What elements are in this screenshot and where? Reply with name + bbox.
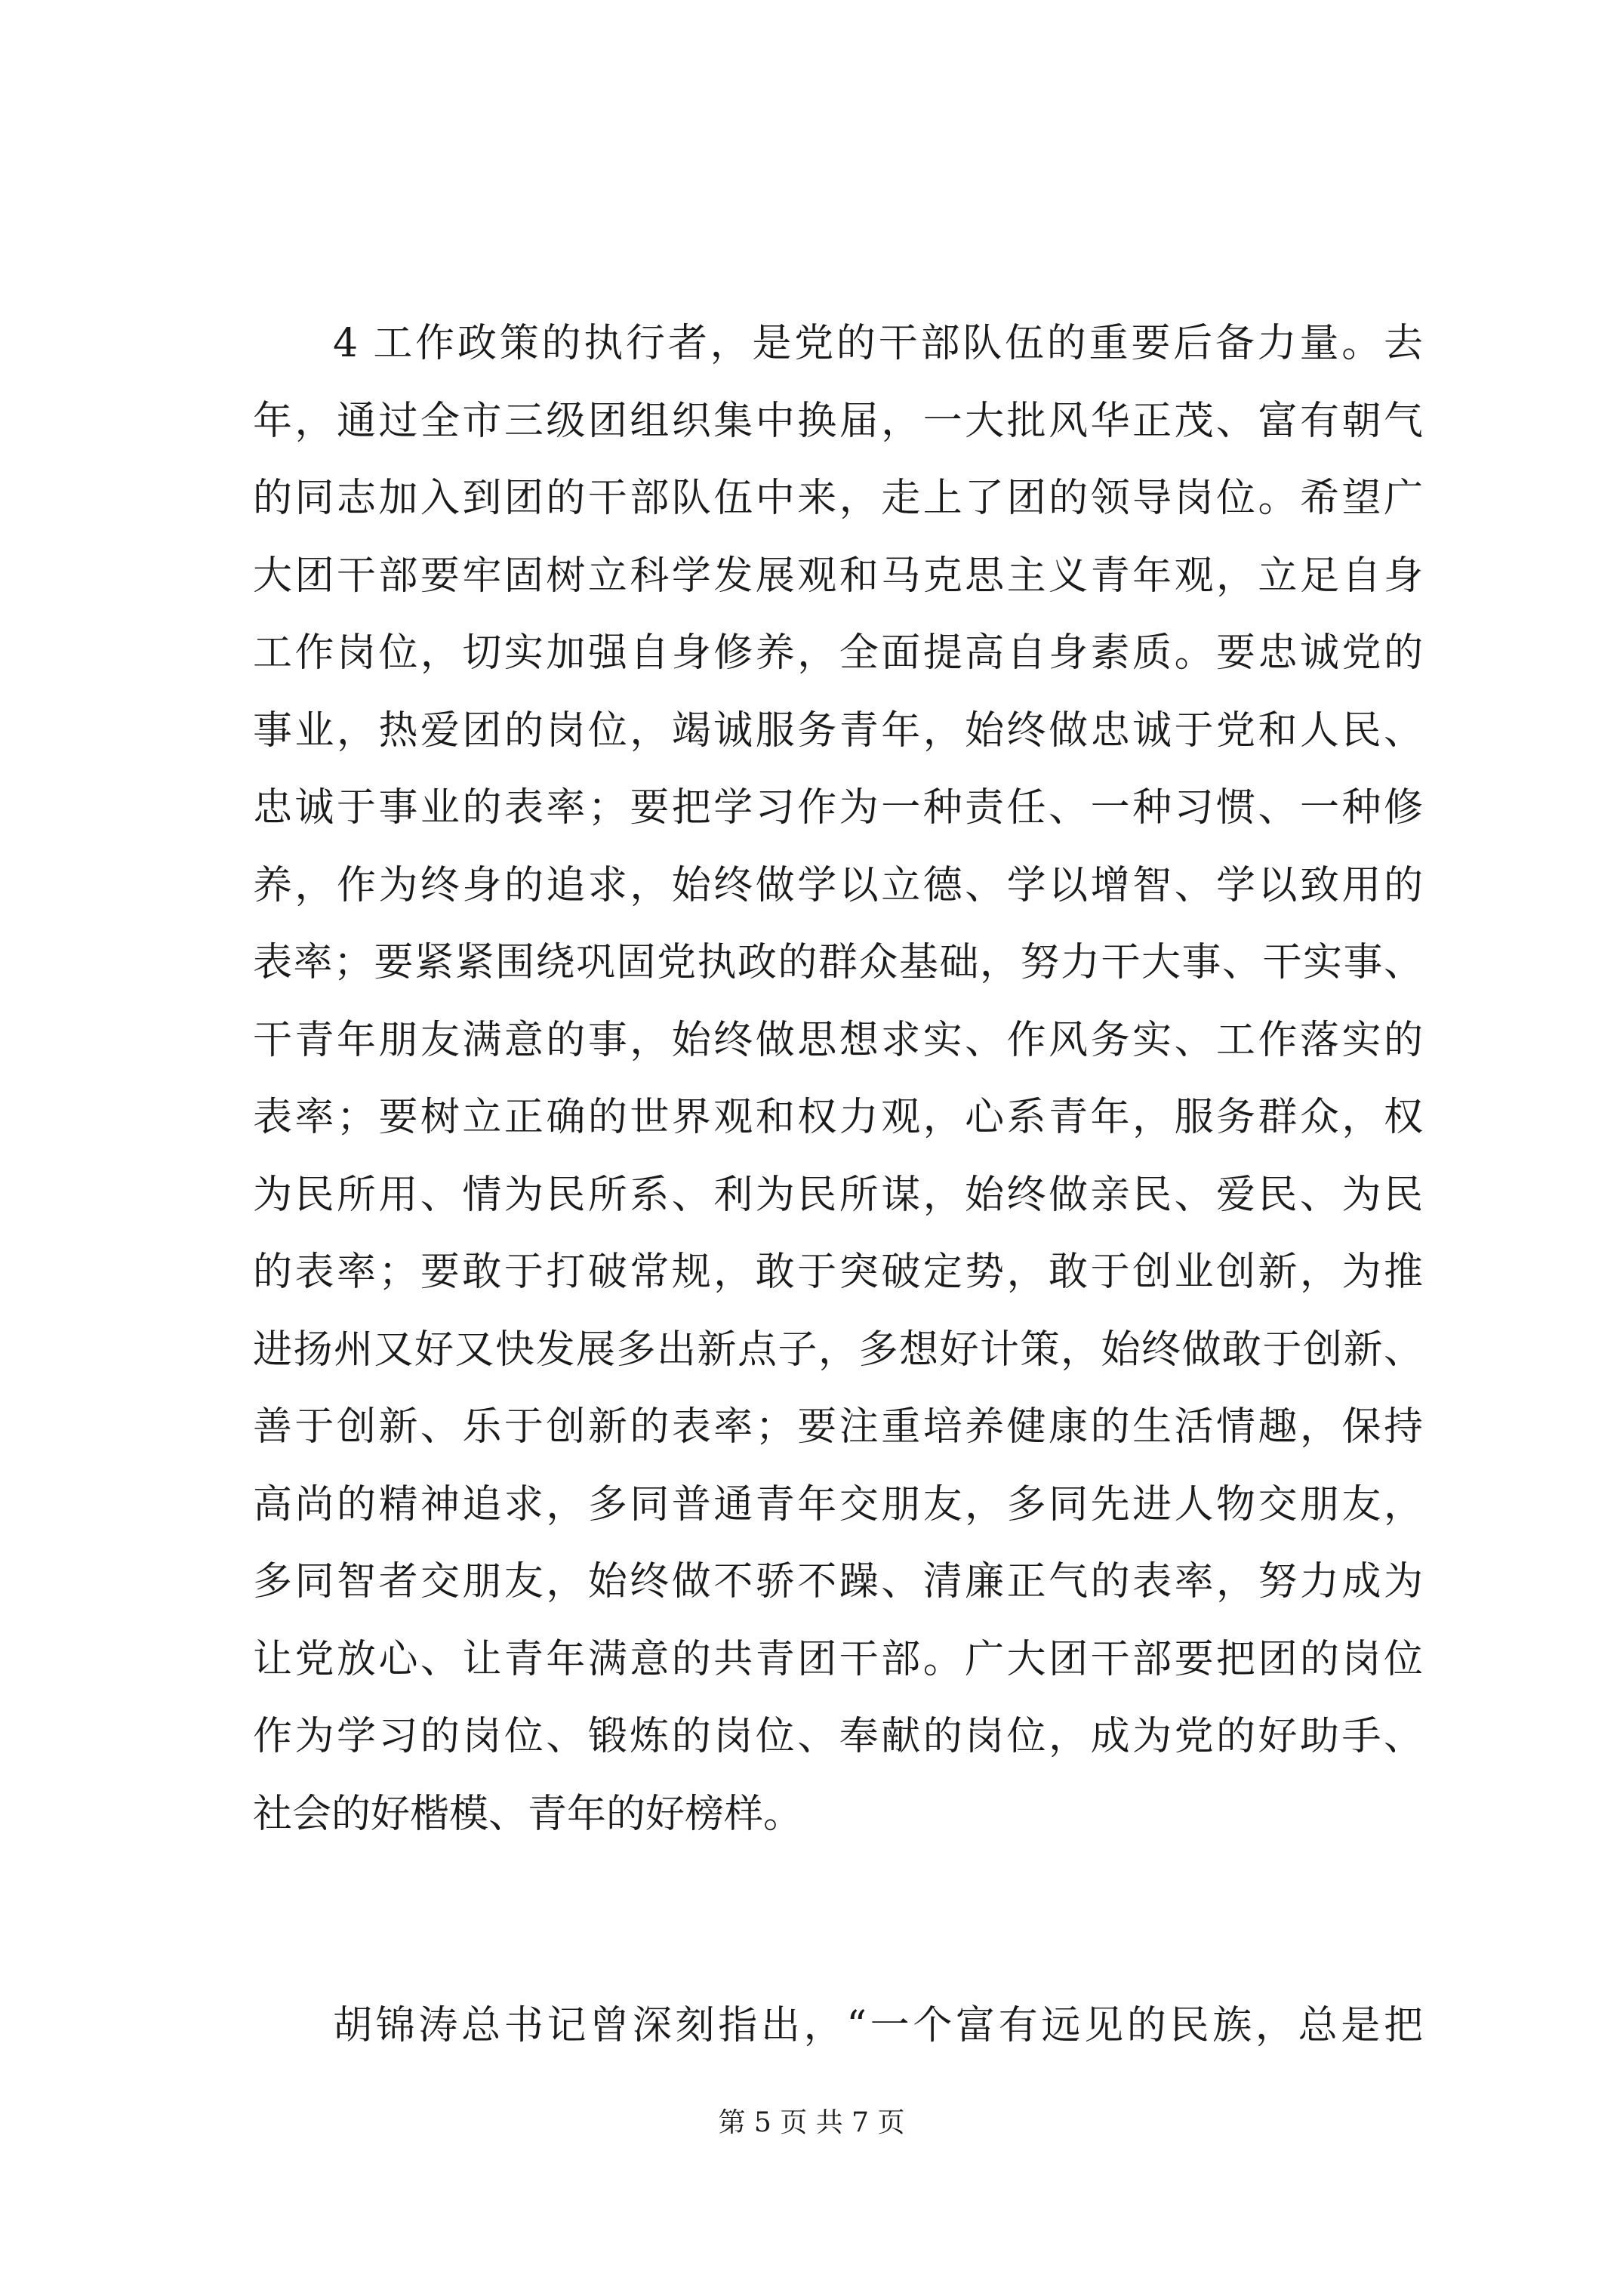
text-line: 年，通过全市三级团组织集中换届，一大批风华正茂、富有朝气 (253, 398, 1423, 444)
text-line: 工作岗位，切实加强自身修养，全面提高自身素质。要忠诚党的 (253, 630, 1423, 676)
text-line: 4 工作政策的执行者，是党的干部队伍的重要后备力量。去 (333, 321, 1423, 366)
text-line: 大团干部要牢固树立科学发展观和马克思主义青年观，立足自身 (253, 553, 1423, 599)
text-line: 事业，热爱团的岗位，竭诚服务青年，始终做忠诚于党和人民、 (253, 707, 1423, 754)
text-line: 表率；要紧紧围绕巩固党执政的群众基础，努力干大事、干实事、 (253, 940, 1423, 985)
text-line: 忠诚于事业的表率；要把学习作为一种责任、一种习惯、一种修 (253, 785, 1423, 831)
text-line: 胡锦涛总书记曾深刻指出，“一个富有远见的民族，总是把 (333, 2003, 1423, 2048)
text-line: 表率；要树立正确的世界观和权力观，心系青年，服务群众，权 (253, 1095, 1423, 1140)
text-line: 的同志加入到团的干部队伍中来，走上了团的领导岗位。希望广 (253, 476, 1423, 521)
text-line: 的表率；要敢于打破常规，敢于突破定势，敢于创业创新，为推 (253, 1250, 1423, 1295)
text-line: 养，作为终身的追求，始终做学以立德、学以增智、学以致用的 (253, 862, 1423, 908)
paragraph-2 (253, 1987, 1423, 2065)
paragraph-1 (253, 305, 1423, 1853)
text-line: 作为学习的岗位、锻炼的岗位、奉献的岗位，成为党的好助手、 (253, 1714, 1423, 1759)
text-line: 高尚的精神追求，多同普通青年交朋友，多同先进人物交朋友， (253, 1481, 1423, 1527)
text-line: 多同智者交朋友，始终做不骄不躁、清廉正气的表率，努力成为 (253, 1559, 1423, 1604)
text-line: 社会的好楷模、青年的好榜样。 (253, 1791, 803, 1837)
text-line: 干青年朋友满意的事，始终做思想求实、作风务实、工作落实的 (253, 1017, 1423, 1063)
text-line: 进扬州又好又快发展多出新点子，多想好计策，始终做敢于创新、 (253, 1327, 1423, 1373)
text-line: 为民所用、情为民所系、利为民所谋，始终做亲民、爱民、为民 (253, 1172, 1423, 1218)
page-number-footer: 第 5 页 共 7 页 (718, 2107, 905, 2138)
text-line: 善于创新、乐于创新的表率；要注重培养健康的生活情趣，保持 (253, 1404, 1423, 1450)
text-line: 让党放心、让青年满意的共青团干部。广大团干部要把团的岗位 (253, 1636, 1423, 1682)
